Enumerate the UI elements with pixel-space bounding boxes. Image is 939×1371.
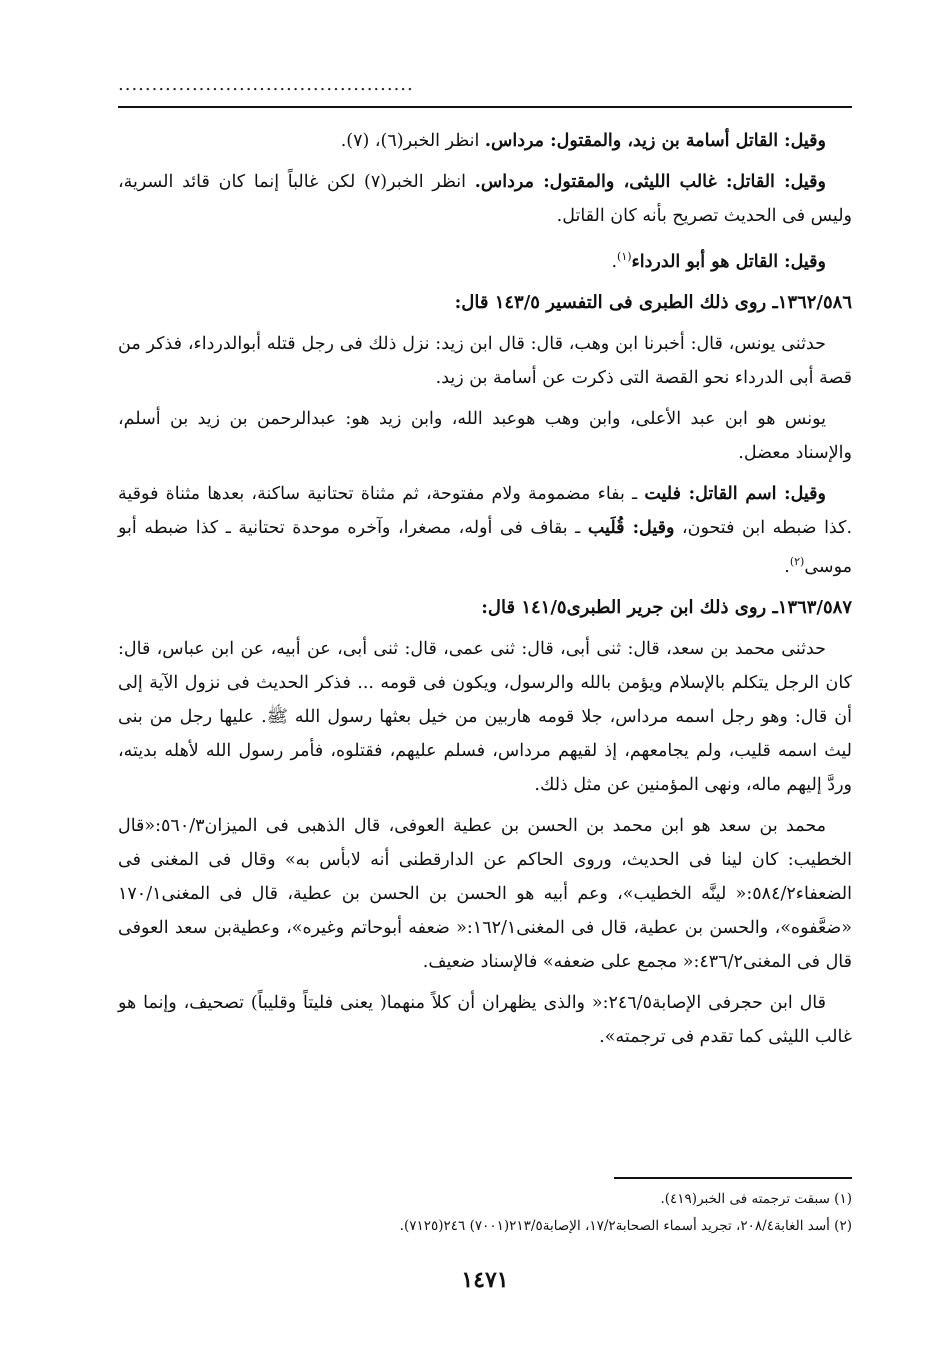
bold-phrase: وقيل: القاتل هو أبو الدرداء bbox=[631, 251, 826, 272]
footnote-rule bbox=[614, 1177, 852, 1179]
book-page bbox=[118, 62, 852, 1352]
paragraph-3 bbox=[118, 240, 852, 279]
footnotes bbox=[118, 1186, 852, 1240]
paragraph-text: انظر الخبر(٦)، (٧). bbox=[340, 131, 485, 151]
bold-phrase: وقيل: القاتل: غالب الليثى، والمقتول: مرداس. bbox=[474, 172, 826, 192]
paragraph-text: ـ بفاء مضمومة ولام مفتوحة، ثم مثناة تحتانية ساكنة، بعدها مثناة فوقية .كذا ضبطه ابن فتحون، bbox=[118, 483, 853, 538]
entry-heading-587: ١٣٦٣/٥٨٧ـ روى ذلك ابن جرير الطبرى١٤١/٥ قال: bbox=[481, 596, 852, 618]
paragraph-text: . bbox=[611, 251, 618, 272]
paragraph-10: محمد بن سعد هو ابن محمد بن الحسن بن عطية العوفى، قال الذهبى فى الميزان٥٦٠/٣:«قال الخطيب: كان لينا فى الحديث، وروى الحاكم عن الدارقطنى أنه لابأس به» وقال فى المغنى فى الضعفاء٥٨٤/٢:« لينَّه الخطيب»، وعم أبيه هو الحسن بن الحسن بن عطية، قال فى المغنى١٧٠/١ «ضعَّفوه»، والحسن بن عطية، قال فى المغنى١٦٢/١:« ضعفه أبوحاتم وغيره»، وعطيةبن سعد العوفى قال فى المغنى٤٣٦/٢:« مجمع على ضعفه» فالإسناد ضعيف. bbox=[118, 815, 853, 972]
paragraph-2 bbox=[118, 165, 852, 233]
footnote-2: (٢) أسد الغابة٢٠٨/٤، تجريد أسماء الصحابة١٧/٢، الإصابة٢١٣/٥(٧٠٠١) ٢٤٦(٧١٢٥). bbox=[399, 1218, 852, 1234]
header-rule bbox=[118, 106, 852, 108]
bold-phrase: وقيل: القاتل أسامة بن زيد، والمقتول: مرداس. bbox=[484, 131, 826, 151]
footnote-ref: (٢) bbox=[789, 554, 805, 568]
paragraph-5: حدثنى يونس، قال: أخبرنا ابن وهب، قال: قال ابن زيد: نزل ذلك فى رجل قتله أبوالدرداء، فذكر من قصة أبى الدرداء نحو القصة التى ذكرت عن أسامة بن زيد. bbox=[118, 333, 852, 388]
paragraph-9: حدثنى محمد بن سعد، قال: ثنى أبى، قال: ثنى عمى، قال: ثنى أبى، عن أبيه، عن ابن عباس، قال: كان الرجل يتكلم بالإسلام ويؤمن بالله والرسول، ويكون فى قومه ... فذكر الحديث فى نزول الآية إلى أن قال: وهو رجل اسمه مرداس، جلا قومه هاربين من خيل بعثها رسول الله ﷺ. عليها رجل من بنى ليث اسمه قليب، ولم يجامعهم، إذ لقيهم مرداس، فسلم عليهم، فقتلوه، فأمر رسول الله لأهله بديته، وردَّ إليهم ماله، ونهى المؤمنين عن مثل ذلك. bbox=[118, 638, 852, 795]
bold-phrase-2: وقيل: قُلَيب bbox=[587, 517, 675, 538]
paragraph-text-3: . bbox=[784, 556, 790, 577]
footnote-1: (١) سبقت ترجمته فى الخبر(٤١٩). bbox=[660, 1191, 852, 1207]
page-number: ١٤٧١ bbox=[461, 1267, 509, 1293]
paragraph-6: يونس هو ابن عبد الأعلى، وابن وهب هوعبد الله، وابن زيد هو: عبدالرحمن بن زيد بن أسلم، والإسناد معضل. bbox=[118, 408, 852, 463]
paragraph-7 bbox=[118, 477, 852, 584]
paragraph-11: قال ابن حجرفى الإصابة٢٤٦/٥:« والذى يظهران أن كلاً منهما( يعنى فليتاً وقليباً) تصحيف، وإنما هو غالب الليثى كما تقدم فى ترجمته». bbox=[118, 992, 852, 1047]
main-text bbox=[118, 124, 852, 1061]
footnote-ref: (١) bbox=[617, 250, 632, 263]
header-dots: ............................................ bbox=[118, 74, 414, 95]
paragraph-text: انظر الخبر(٧) لكن غالباً إنما كان قائد السرية، وليس فى الحديث تصريح بأنه كان القاتل. bbox=[118, 172, 852, 226]
entry-heading-586: ١٣٦٢/٥٨٦ـ روى ذلك الطبرى فى التفسير ١٤٣/٥ قال: bbox=[454, 291, 852, 313]
paragraph-text-2: ـ بقاف فى أوله، مصغرا، وآخره موحدة تحتانية ـ كذا ضبطه أبو موسى bbox=[118, 517, 852, 577]
bold-phrase: وقيل: اسم القاتل: فليت bbox=[644, 483, 826, 504]
paragraph-1 bbox=[118, 124, 852, 158]
